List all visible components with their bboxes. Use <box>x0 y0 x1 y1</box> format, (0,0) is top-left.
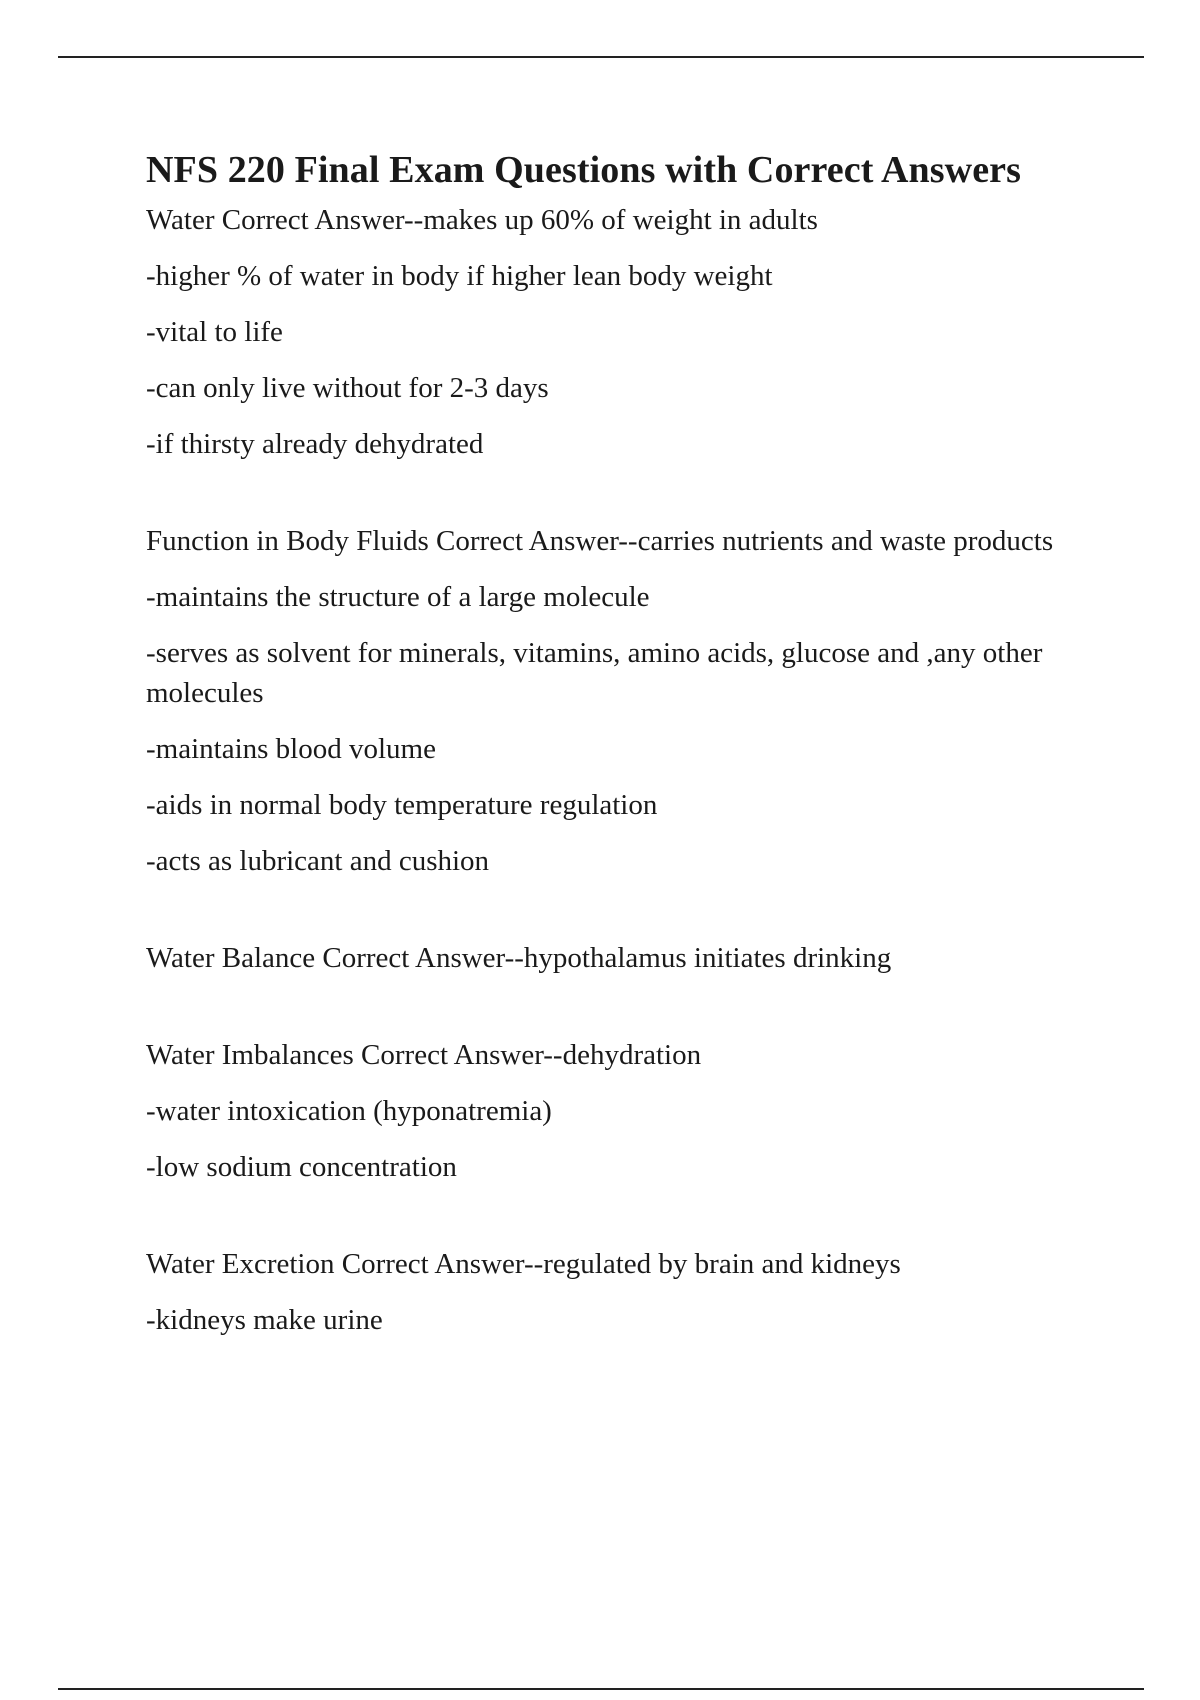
answer-line: -low sodium concentration <box>146 1151 457 1183</box>
section-water-excretion <box>146 1244 1096 1340</box>
answer-line: -acts as lubricant and cushion <box>146 845 490 877</box>
answer-line: -vital to life <box>146 316 283 348</box>
answer-line: -maintains blood volume <box>146 733 436 765</box>
answer-line: Water Balance Correct Answer--hypothalamus initiates drinking <box>146 942 892 974</box>
answer-line: -if thirsty already dehydrated <box>146 428 484 460</box>
answer-line: Function in Body Fluids Correct Answer--carries nutrients and waste products <box>146 525 1054 557</box>
answer-line: -kidneys make urine <box>146 1304 383 1336</box>
section-water <box>146 200 1096 464</box>
answer-line: -serves as solvent for minerals, vitamins, amino acids, glucose and ,any other molecules <box>146 637 1043 709</box>
top-rule <box>58 56 1144 58</box>
document-body <box>146 140 1096 1397</box>
answer-line: -higher % of water in body if higher lean body weight <box>146 260 773 292</box>
section-function-in-body-fluids <box>146 521 1096 881</box>
answer-line: -water intoxication (hyponatremia) <box>146 1095 552 1127</box>
bottom-rule <box>58 1688 1144 1690</box>
answer-line: Water Correct Answer--makes up 60% of weight in adults <box>146 204 818 236</box>
answer-line: Water Excretion Correct Answer--regulated by brain and kidneys <box>146 1248 901 1280</box>
answer-line: -maintains the structure of a large molecule <box>146 581 650 613</box>
section-water-imbalances <box>146 1035 1096 1187</box>
answer-line: -can only live without for 2-3 days <box>146 372 549 404</box>
answer-line: -aids in normal body temperature regulation <box>146 789 658 821</box>
document-title: NFS 220 Final Exam Questions with Correct Answers <box>146 149 1022 191</box>
section-water-balance <box>146 938 1096 978</box>
answer-line: Water Imbalances Correct Answer--dehydration <box>146 1039 702 1071</box>
